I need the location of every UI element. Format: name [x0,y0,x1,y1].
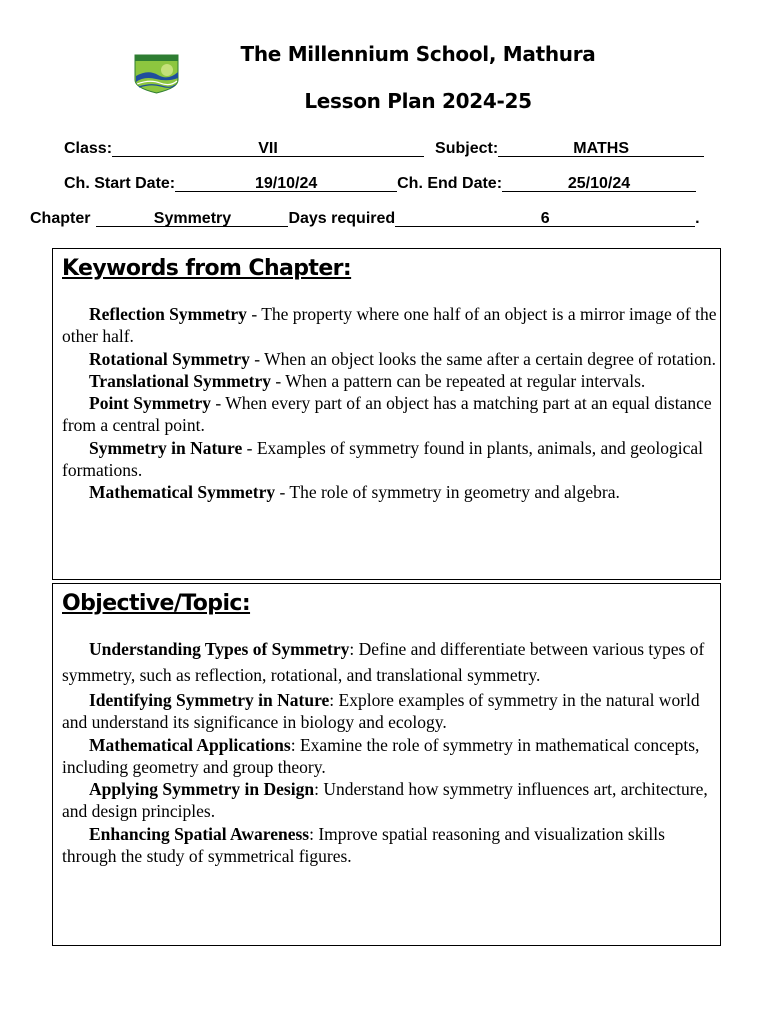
objective-term: Mathematical Applications [89,734,291,755]
keyword-term: Rotational Symmetry [89,348,250,369]
objective-term: Understanding Types of Symmetry [89,639,350,659]
lesson-plan-title: Lesson Plan 2024-25 [304,89,532,113]
keyword-definition: The property where one half of an object is a mirror image of the other half. [62,304,717,347]
start-date-value: 19/10/24 [175,176,397,192]
row-end-period: . [695,210,700,227]
keyword-item: Reflection Symmetry - The property where one half of an object is a mirror image of the other half. [62,304,717,347]
objective-term: Enhancing Spatial Awareness [89,823,310,844]
keyword-term: Symmetry in Nature [89,437,243,458]
school-name: The Millennium School, Mathura [240,42,596,66]
days-label: Days required [288,210,396,227]
objective-term: Identifying Symmetry in Nature [89,690,330,710]
objective-item: Applying Symmetry in Design: Understand how symmetry influences art, architecture, and design principles. [62,779,708,822]
objective-list [62,637,717,867]
keyword-definition: Examples of symmetry found in plants, animals, and geological formations. [62,437,703,481]
objective-term: Applying Symmetry in Design [89,779,315,800]
objective-description: Explore examples of symmetry in the natural world and understand its significance in biology and ecology. [62,690,700,733]
objective-description: Examine the role of symmetry in mathematical concepts, including geometry and group theory. [62,734,700,777]
start-date-label: Ch. Start Date: [64,175,176,192]
end-date-value: 25/10/24 [502,176,696,192]
class-value: VII [112,141,424,157]
keyword-term: Point Symmetry [89,393,211,414]
keyword-definition: When an object looks the same after a certain degree of rotation. [264,348,717,369]
dates-row [64,175,696,193]
keyword-definition: When a pattern can be repeated at regular intervals. [285,370,646,391]
chapter-label: Chapter [30,210,91,227]
chapter-row [30,210,700,228]
keyword-item: Point Symmetry - When every part of an object has a matching part at an equal distance from a central point. [62,393,712,436]
keyword-term: Mathematical Symmetry [89,482,276,503]
keywords-list [62,303,717,504]
keyword-item: Symmetry in Nature - Examples of symmetry found in plants, animals, and geological formations. [62,437,703,481]
objective-item: Identifying Symmetry in Nature: Explore examples of symmetry in the natural world and understand its significance in biology and ecology. [62,690,700,733]
objective-heading: Objective/Topic: [62,591,251,616]
keyword-item: Translational Symmetry - When a pattern can be repeated at regular intervals. [89,370,646,391]
subject-value: MATHS [498,141,704,157]
keywords-section [52,248,721,580]
keyword-definition: When every part of an object has a matching part at an equal distance from a central point. [62,393,712,436]
subject-label: Subject: [435,140,499,157]
end-date-label: Ch. End Date: [397,175,503,192]
objective-description: Improve spatial reasoning and visualization skills through the study of symmetrical figures. [62,823,665,867]
days-value: 6 [395,211,695,227]
objective-description: Understand how symmetry influences art, architecture, and design principles. [62,779,708,822]
objective-item: Understanding Types of Symmetry: Define and differentiate between various types of symmetry, such as reflection, rotational, and translational symmetry. [62,639,705,685]
objective-item: Enhancing Spatial Awareness: Improve spatial reasoning and visualization skills through the study of symmetrical figures. [62,823,665,867]
keyword-item: Rotational Symmetry - When an object looks the same after a certain degree of rotation. [89,348,717,369]
keyword-definition: The role of symmetry in geometry and algebra. [289,482,620,503]
chapter-value: Symmetry [96,211,288,227]
keyword-term: Translational Symmetry [89,370,271,391]
class-subject-row [64,140,704,158]
class-label: Class: [64,140,113,157]
keyword-term: Reflection Symmetry [89,304,247,324]
keywords-heading: Keywords from Chapter: [62,256,352,281]
keyword-item: Mathematical Symmetry - The role of symmetry in geometry and algebra. [89,482,620,503]
objective-section [52,583,721,946]
objective-item: Mathematical Applications: Examine the role of symmetry in mathematical concepts, including geometry and group theory. [62,734,700,777]
objective-description: Define and differentiate between various types of symmetry, such as reflection, rotational, and translational symmetry. [62,639,705,685]
